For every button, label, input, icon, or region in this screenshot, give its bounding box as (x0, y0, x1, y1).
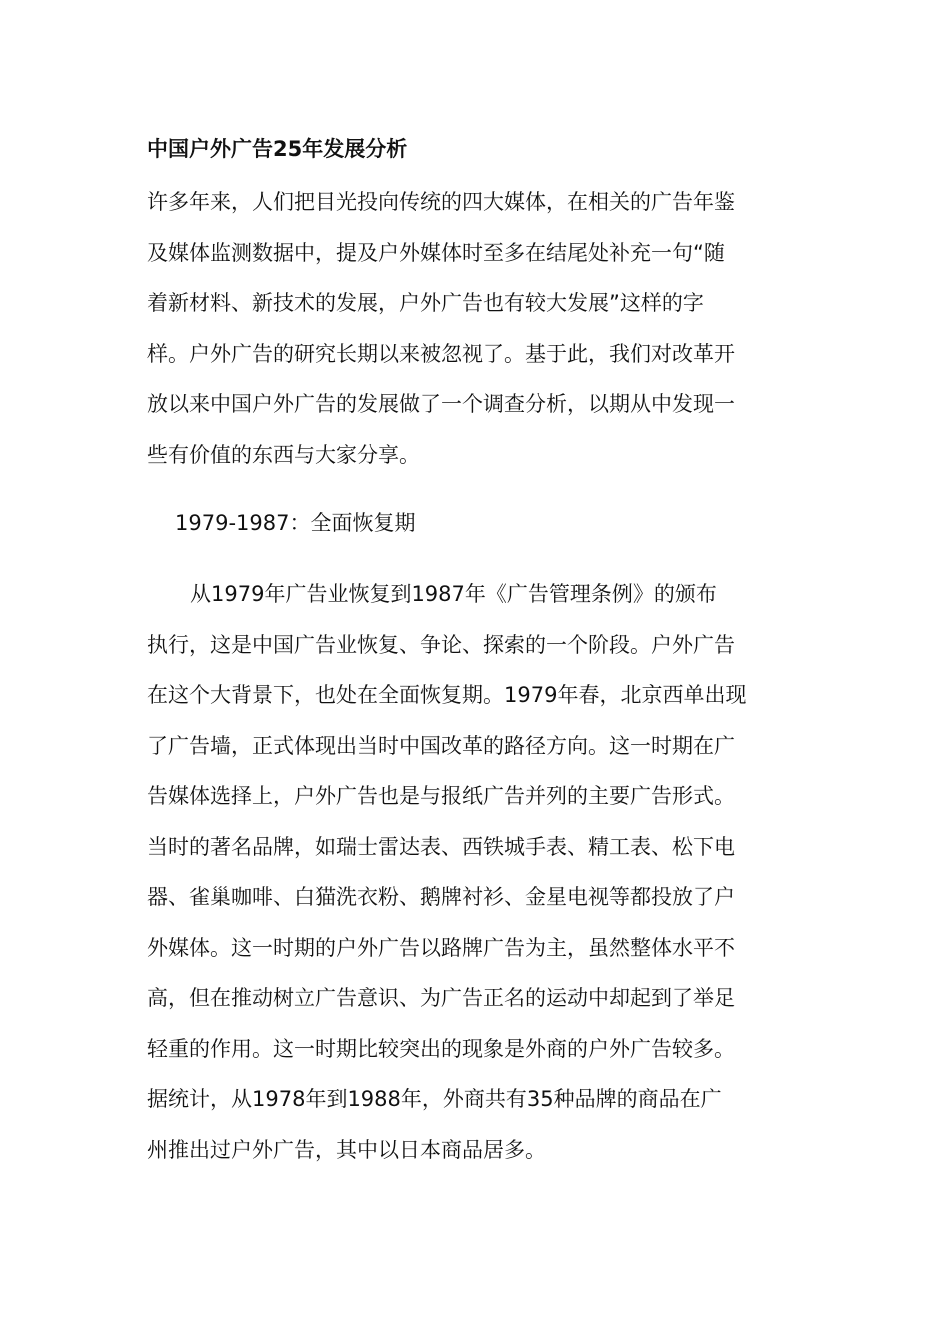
paragraph-line: 外媒体。这一时期的户外广告以路牌广告为主，虽然整体水平不 (147, 935, 735, 960)
paragraph-line: 执行，这是中国广告业恢复、争论、探索的一个阶段。户外广告 (147, 632, 735, 657)
paragraph-line: 高，但在推动树立广告意识、为广告正名的运动中却起到了举足 (147, 986, 735, 1010)
section-paragraph (147, 569, 807, 1175)
paragraph-line: 从1979年广告业恢复到1987年《广告管理条例》的颁布 (190, 582, 717, 606)
section-heading: 1979-1987：全面恢复期 (175, 511, 416, 535)
paragraph-line: 在这个大背景下，也处在全面恢复期。1979年春，北京西单出现 (147, 683, 747, 707)
paragraph-line: 着新材料、新技术的发展，户外广告也有较大发展”这样的字 (147, 291, 704, 315)
document-title: 中国户外广告25年发展分析 (147, 137, 408, 161)
paragraph-line: 及媒体监测数据中，提及户外媒体时至多在结尾处补充一句“随 (147, 240, 725, 265)
paragraph-line: 样。户外广告的研究长期以来被忽视了。基于此，我们对改革开 (147, 341, 735, 366)
intro-paragraph (147, 177, 807, 480)
paragraph-line: 些有价值的东西与大家分享。 (147, 442, 420, 467)
paragraph-line: 据统计，从1978年到1988年，外商共有35种品牌的商品在广 (147, 1087, 722, 1111)
paragraph-line: 告媒体选择上，户外广告也是与报纸广告并列的主要广告形式。 (147, 784, 735, 808)
paragraph-line: 轻重的作用。这一时期比较突出的现象是外商的户外广告较多。 (147, 1036, 735, 1061)
paragraph-line: 了广告墙，正式体现出当时中国改革的路径方向。这一时期在广 (147, 733, 735, 758)
paragraph-line: 许多年来，人们把目光投向传统的四大媒体，在相关的广告年鉴 (147, 190, 735, 214)
paragraph-line: 器、雀巢咖啡、白猫洗衣粉、鹅牌衬衫、金星电视等都投放了户 (147, 885, 735, 909)
paragraph-line: 州推出过户外广告，其中以日本商品居多。 (147, 1137, 546, 1162)
paragraph-line: 当时的著名品牌，如瑞士雷达表、西铁城手表、精工表、松下电 (147, 834, 735, 859)
paragraph-line: 放以来中国户外广告的发展做了一个调查分析，以期从中发现一 (147, 392, 735, 416)
